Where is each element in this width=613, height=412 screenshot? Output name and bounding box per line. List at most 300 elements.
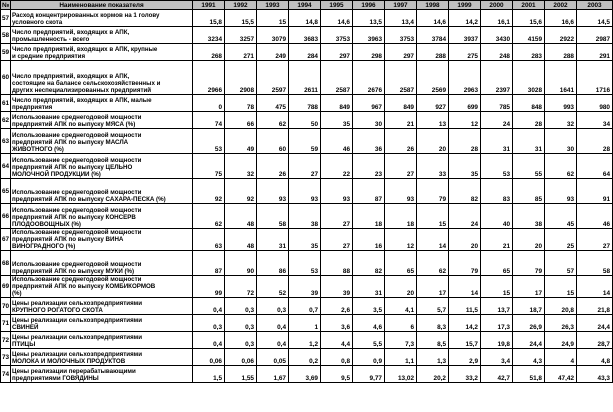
value-cell: 2966 [193,61,225,95]
table-row [1,10,613,27]
row-index: 59 [1,44,11,61]
indicator-name-line: ЖИВОТНОГО (%) [12,146,64,153]
value-cell: 1641 [545,61,577,95]
value-cell: 4 [545,349,577,366]
header-name: Наименование показателя [11,1,193,10]
value-cell: 14,2 [449,10,481,27]
indicator-name [11,315,193,332]
value-cell: 28 [577,129,613,154]
value-cell: 27 [321,229,353,251]
value-cell: 83 [481,179,513,204]
value-cell: 1,2 [289,332,321,349]
value-cell: 27 [577,229,613,251]
value-cell: 21 [481,229,513,251]
indicator-name-line: ВИНОГРАДНОГО (%) [12,243,76,250]
value-cell: 297 [321,44,353,61]
value-cell: 0,9 [353,349,385,366]
value-cell: 28,7 [577,332,613,349]
value-cell: 31 [257,229,289,251]
value-cell: 28 [513,112,545,129]
value-cell: 30 [545,129,577,154]
value-cell: 3784 [417,27,449,44]
value-cell: 65 [481,251,513,276]
table-row [1,349,613,366]
value-cell: 8,3 [417,315,449,332]
value-cell: 31 [481,129,513,154]
value-cell: 284 [289,44,321,61]
row-index: 57 [1,10,11,27]
value-cell: 849 [321,95,353,112]
row-index: 74 [1,366,11,383]
value-cell: 15 [417,204,449,229]
indicator-name-line: предприятий АПК по выпуску МЯСА (%) [12,121,136,128]
value-cell: 16,1 [481,10,513,27]
indicator-name-line: Использование среднегодовой мощности [12,132,142,139]
row-index: 66 [1,204,11,229]
table-row [1,366,613,383]
row-index: 73 [1,349,11,366]
indicator-name-line: и средние предприятия [12,53,86,60]
indicator-name-line: Число предприятий, входящих в АПК, малые [12,97,152,104]
value-cell: 2987 [577,27,613,44]
value-cell: 1 [289,315,321,332]
value-cell: 93 [257,179,289,204]
value-cell: 3430 [481,27,513,44]
value-cell: 65 [385,251,417,276]
value-cell: 92 [225,179,257,204]
value-cell: 0,06 [193,349,225,366]
value-cell: 20 [449,229,481,251]
indicator-name-line: МОЛОЧНОЙ ПРОДУКЦИИ (%) [12,171,101,178]
indicator-name-line: других неспециализированных предприятий [12,87,152,94]
indicator-name [11,332,193,349]
header-year: 1993 [257,1,289,10]
value-cell: 785 [481,95,513,112]
value-cell: 5,7 [417,298,449,315]
value-cell: 283 [513,44,545,61]
value-cell: 0,05 [257,349,289,366]
value-cell: 31 [353,276,385,298]
value-cell: 46 [321,129,353,154]
table-row [1,179,613,204]
indicator-name-line: предприятий АПК по выпуску КОНСЕРВ [12,214,136,221]
value-cell: 17 [417,276,449,298]
value-cell: 27 [289,154,321,179]
value-cell: 14,6 [321,10,353,27]
indicator-name-line: СВИНЕЙ [12,324,39,331]
value-cell: 20,8 [545,298,577,315]
value-cell: 79 [513,251,545,276]
value-cell: 18 [385,204,417,229]
table-row [1,251,613,276]
value-cell: 15 [545,276,577,298]
header-year: 2003 [577,1,613,10]
value-cell: 62 [257,112,289,129]
value-cell: 58 [577,251,613,276]
value-cell: 82 [449,179,481,204]
row-index: 68 [1,251,11,276]
value-cell: 47,42 [545,366,577,383]
value-cell: 75 [193,154,225,179]
value-cell: 91 [577,179,613,204]
value-cell: 20 [385,276,417,298]
value-cell: 14,8 [289,10,321,27]
value-cell: 993 [545,95,577,112]
value-cell: 271 [225,44,257,61]
value-cell: 38 [289,204,321,229]
header-year: 1998 [417,1,449,10]
value-cell: 1,3 [417,349,449,366]
value-cell: 48 [225,204,257,229]
indicator-name [11,95,193,112]
value-cell: 5,5 [353,332,385,349]
value-cell: 13,5 [353,10,385,27]
value-cell: 15,6 [513,10,545,27]
value-cell: 33 [417,154,449,179]
indicator-name-line: Использование среднегодовой мощности [12,229,142,236]
value-cell: 927 [417,95,449,112]
value-cell: 248 [481,44,513,61]
value-cell: 0,06 [225,349,257,366]
value-cell: 24 [481,112,513,129]
value-cell: 72 [225,276,257,298]
value-cell: 20,2 [417,366,449,383]
value-cell: 27 [321,204,353,229]
value-cell: 63 [193,229,225,251]
value-cell: 15 [481,276,513,298]
indicator-name [11,276,193,298]
value-cell: 4,3 [513,349,545,366]
value-cell: 17 [513,276,545,298]
value-cell: 2597 [257,61,289,95]
value-cell: 1716 [577,61,613,95]
value-cell: 2397 [481,61,513,95]
value-cell: 0,4 [193,332,225,349]
header-year: 2000 [481,1,513,10]
value-cell: 34 [577,112,613,129]
value-cell: 3753 [321,27,353,44]
value-cell: 1,55 [225,366,257,383]
value-cell: 39 [289,276,321,298]
value-cell: 2676 [353,61,385,95]
value-cell: 31 [513,129,545,154]
value-cell: 24,9 [545,332,577,349]
value-cell: 93 [289,179,321,204]
indicator-name [11,129,193,154]
value-cell: 90 [225,251,257,276]
value-cell: 0 [193,95,225,112]
value-cell: 980 [577,95,613,112]
value-cell: 45 [545,204,577,229]
indicator-name [11,10,193,27]
value-cell: 51,8 [513,366,545,383]
row-index: 58 [1,27,11,44]
header-year: 1991 [193,1,225,10]
indicator-name [11,204,193,229]
value-cell: 88 [321,251,353,276]
header-index: № [2,1,10,9]
value-cell: 15,7 [449,332,481,349]
indicator-name-line: предприятий АПК по выпуску САХАРА-ПЕСКА (%) [12,196,166,203]
value-cell: 3683 [289,27,321,44]
value-cell: 2569 [417,61,449,95]
indicator-name [11,229,193,251]
value-cell: 8,5 [417,332,449,349]
value-cell: 2922 [545,27,577,44]
value-cell: 2908 [225,61,257,95]
value-cell: 699 [449,95,481,112]
value-cell: 14 [449,276,481,298]
value-cell: 788 [289,95,321,112]
indicator-name [11,349,193,366]
value-cell: 14,5 [577,10,613,27]
value-cell: 0,4 [193,298,225,315]
value-cell: 7,3 [385,332,417,349]
table-row [1,204,613,229]
indicator-name [11,27,193,44]
row-index: 63 [1,129,11,154]
value-cell: 4,4 [321,332,353,349]
indicator-name-line: (%) [12,290,22,297]
indicator-name-line: предприятия [12,104,53,111]
row-index: 67 [1,229,11,251]
table-row [1,61,613,95]
row-index: 65 [1,179,11,204]
value-cell: 0,3 [225,298,257,315]
indicator-name-line: ПТИЦЫ [12,341,36,348]
value-cell: 40 [481,204,513,229]
row-index: 71 [1,315,11,332]
value-cell: 3,4 [481,349,513,366]
indicator-name-line: Использование среднегодовой мощности [12,207,142,214]
value-cell: 12 [449,112,481,129]
value-cell: 92 [193,179,225,204]
value-cell: 0,7 [289,298,321,315]
value-cell: 2611 [289,61,321,95]
value-cell: 58 [257,204,289,229]
value-cell: 6 [385,315,417,332]
indicator-name-line: Использование среднегодовой мощности [12,261,142,268]
indicator-name-line: предприятий АПК по выпуску ЦЕЛЬНО [12,164,133,171]
header-year: 2001 [513,1,545,10]
indicator-name [11,179,193,204]
indicator-name-line: Расход концентрированных кормов на 1 голову [12,12,160,19]
table-row [1,276,613,298]
value-cell: 275 [449,44,481,61]
value-cell: 288 [545,44,577,61]
value-cell: 74 [193,112,225,129]
value-cell: 2963 [449,61,481,95]
table-row [1,27,613,44]
value-cell: 0,3 [193,315,225,332]
row-index: 70 [1,298,11,315]
value-cell: 291 [577,44,613,61]
value-cell: 28 [449,129,481,154]
value-cell: 15 [257,10,289,27]
table-row [1,229,613,251]
indicator-name-line: условного скота [12,19,63,26]
value-cell: 17,3 [481,315,513,332]
indicator-name-line: Использование среднегодовой мощности [12,157,142,164]
value-cell: 3028 [513,61,545,95]
value-cell: 27 [385,154,417,179]
header-row [1,1,613,10]
header-year: 1992 [225,1,257,10]
value-cell: 4159 [513,27,545,44]
value-cell: 79 [449,251,481,276]
value-cell: 93 [545,179,577,204]
value-cell: 66 [225,112,257,129]
value-cell: 298 [353,44,385,61]
table-row [1,298,613,315]
indicator-name-line: МОЛОКА И МОЛОЧНЫХ ПРОДУКТОВ [12,358,126,365]
value-cell: 87 [353,179,385,204]
value-cell: 16,6 [545,10,577,27]
value-cell: 2587 [385,61,417,95]
value-cell: 1,67 [257,366,289,383]
indicator-name [11,61,193,95]
value-cell: 99 [193,276,225,298]
value-cell: 14,6 [417,10,449,27]
table-row [1,315,613,332]
value-cell: 1,1 [385,349,417,366]
indicator-name-line: Использование среднегодовой мощности [12,189,142,196]
value-cell: 249 [257,44,289,61]
value-cell: 26,9 [513,315,545,332]
value-cell: 24,4 [513,332,545,349]
indicator-name-line: КРУПНОГО РОГАТОГО СКОТА [12,307,103,314]
value-cell: 2,6 [321,298,353,315]
value-cell: 24,4 [577,315,613,332]
value-cell: 32 [225,154,257,179]
value-cell: 62 [545,154,577,179]
value-cell: 82 [353,251,385,276]
indicator-name-line: Число предприятий, входящих в АПК, [12,73,130,80]
value-cell: 33,2 [449,366,481,383]
value-cell: 78 [225,95,257,112]
row-index: 62 [1,112,11,129]
value-cell: 15,5 [225,10,257,27]
value-cell: 39 [321,276,353,298]
table-row [1,129,613,154]
value-cell: 12 [385,229,417,251]
indicator-name-line: Цены реализации сельхозпредприятиями [12,300,143,307]
value-cell: 46 [577,204,613,229]
indicator-name-line: предприятий АПК по выпуску ВИНА [12,236,124,243]
indicator-name-line: предприятий АПК по выпуску МУКИ (%) [12,268,135,275]
indicator-name [11,251,193,276]
value-cell: 93 [385,179,417,204]
table-row [1,332,613,349]
value-cell: 967 [353,95,385,112]
value-cell: 79 [417,179,449,204]
value-cell: 16 [353,229,385,251]
value-cell: 43,3 [577,366,613,383]
value-cell: 3,6 [321,315,353,332]
indicator-name-line: Число предприятий, входящих в АПК, [12,29,130,36]
value-cell: 9,5 [321,366,353,383]
value-cell: 48 [225,229,257,251]
value-cell: 59 [289,129,321,154]
value-cell: 21 [385,112,417,129]
value-cell: 3963 [353,27,385,44]
indicator-name-line: Цены реализации сельхозпредприятиями [12,317,143,324]
value-cell: 0,4 [257,315,289,332]
value-cell: 53 [193,129,225,154]
value-cell: 35 [321,112,353,129]
value-cell: 20 [417,129,449,154]
value-cell: 85 [513,179,545,204]
indicator-name [11,298,193,315]
header-year: 2002 [545,1,577,10]
value-cell: 60 [257,129,289,154]
header-year: 1997 [385,1,417,10]
indicator-name-line: предприятий АПК по выпуску МАСЛА [12,139,129,146]
value-cell: 13,4 [385,10,417,27]
value-cell: 475 [257,95,289,112]
header-year: 1996 [353,1,385,10]
value-cell: 3079 [257,27,289,44]
indicator-name-line: Цены реализации сельхозпредприятиями [12,351,143,358]
value-cell: 1,5 [193,366,225,383]
value-cell: 4,6 [353,315,385,332]
value-cell: 30 [353,112,385,129]
value-cell: 0,8 [321,349,353,366]
value-cell: 9,77 [353,366,385,383]
value-cell: 52 [257,276,289,298]
row-index: 60 [1,61,11,95]
value-cell: 18,7 [513,298,545,315]
value-cell: 64 [577,154,613,179]
indicator-name [11,366,193,383]
value-cell: 0,3 [225,315,257,332]
table-row [1,112,613,129]
row-index: 64 [1,154,11,179]
value-cell: 3753 [385,27,417,44]
value-cell: 26,3 [545,315,577,332]
value-cell: 0,3 [225,332,257,349]
value-cell: 13,7 [481,298,513,315]
value-cell: 3,69 [289,366,321,383]
value-cell: 93 [321,179,353,204]
value-cell: 23 [353,154,385,179]
table-row [1,95,613,112]
value-cell: 13,02 [385,366,417,383]
value-cell: 49 [225,129,257,154]
header-year: 1994 [289,1,321,10]
indicator-name-line: промышленность - всего [12,36,90,43]
value-cell: 22 [321,154,353,179]
value-cell: 268 [193,44,225,61]
value-cell: 26 [257,154,289,179]
value-cell: 50 [289,112,321,129]
value-cell: 15,8 [193,10,225,27]
value-cell: 24 [449,204,481,229]
indicator-name [11,154,193,179]
header-year: 1999 [449,1,481,10]
indicator-name [11,44,193,61]
table-row [1,44,613,61]
indicator-name-line: Использование среднегодовой мощности [12,114,142,121]
value-cell: 14 [577,276,613,298]
value-cell: 4,1 [385,298,417,315]
value-cell: 62 [417,251,449,276]
value-cell: 35 [289,229,321,251]
indicator-name-line: состоящие на балансе сельскохозяйственных и [12,80,161,87]
indicator-name [11,112,193,129]
value-cell: 13 [417,112,449,129]
value-cell: 3234 [193,27,225,44]
